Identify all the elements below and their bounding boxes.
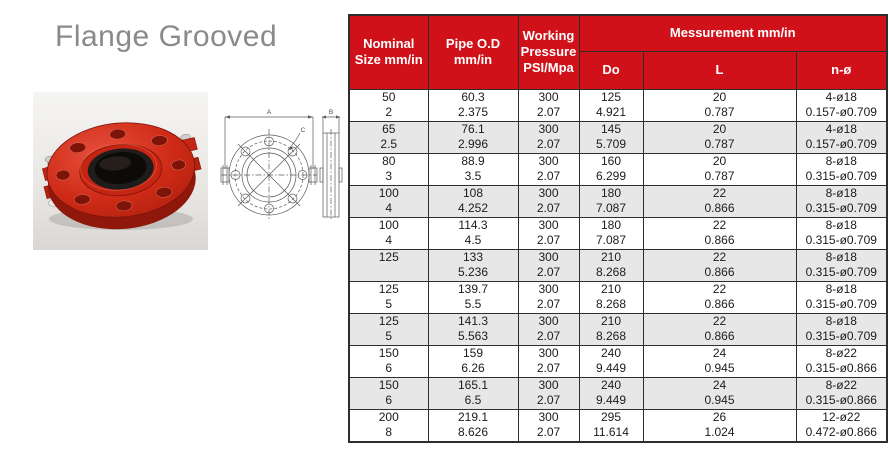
cell-do: 210 8.268 [579, 313, 643, 345]
cell-do: 295 11.614 [579, 409, 643, 442]
cell-do: 180 7.087 [579, 185, 643, 217]
cell-n: 8-ø18 0.315-ø0.709 [796, 217, 887, 249]
cell-pipe_od: 165.1 6.5 [428, 377, 518, 409]
cell-pressure: 300 2.07 [518, 217, 579, 249]
cell-n: 4-ø18 0.157-ø0.709 [796, 121, 887, 153]
table-row [349, 377, 887, 409]
cell-pressure: 300 2.07 [518, 409, 579, 442]
cell-do: 125 4.921 [579, 89, 643, 121]
table-row [349, 185, 887, 217]
cell-pressure: 300 2.07 [518, 313, 579, 345]
cell-pipe_od: 219.1 8.626 [428, 409, 518, 442]
cell-pipe_od: 88.9 3.5 [428, 153, 518, 185]
table-row [349, 281, 887, 313]
cell-pressure: 300 2.07 [518, 249, 579, 281]
spec-table [348, 14, 886, 443]
cell-n: 8-ø18 0.315-ø0.709 [796, 281, 887, 313]
col-header-nominal-line1: Nominal [363, 36, 415, 52]
cell-pressure: 300 2.07 [518, 121, 579, 153]
table-row [349, 121, 887, 153]
cell-do: 180 7.087 [579, 217, 643, 249]
cell-l: 26 1.024 [643, 409, 796, 442]
cell-do: 160 6.299 [579, 153, 643, 185]
cell-l: 22 0.866 [643, 313, 796, 345]
cell-do: 210 8.268 [579, 249, 643, 281]
table-row [349, 313, 887, 345]
cell-pipe_od: 139.7 5.5 [428, 281, 518, 313]
cell-pipe_od: 141.3 5.563 [428, 313, 518, 345]
dim-label-b: B [328, 109, 334, 116]
cell-nominal: 150 6 [349, 345, 428, 377]
cell-nominal: 200 8 [349, 409, 428, 442]
cell-l: 24 0.945 [643, 345, 796, 377]
cell-pipe_od: 108 4.252 [428, 185, 518, 217]
table-row [349, 345, 887, 377]
cell-nominal: 65 2.5 [349, 121, 428, 153]
col-header-pipe-od-line1: Pipe O.D [445, 36, 501, 52]
table-row [349, 409, 887, 442]
cell-n: 8-ø18 0.315-ø0.709 [796, 153, 887, 185]
cell-n: 8-ø22 0.315-ø0.866 [796, 377, 887, 409]
cell-do: 145 5.709 [579, 121, 643, 153]
cell-n: 8-ø18 0.315-ø0.709 [796, 313, 887, 345]
col-header-working-pressure [518, 15, 579, 89]
flange-product-image [33, 92, 208, 250]
cell-do: 210 8.268 [579, 281, 643, 313]
dim-label-a: A [266, 109, 272, 116]
col-header-n-diameter: n-ø [796, 51, 887, 89]
page-title: Flange Grooved [55, 20, 278, 53]
cell-do: 240 9.449 [579, 377, 643, 409]
cell-pressure: 300 2.07 [518, 281, 579, 313]
cell-pipe_od: 133 5.236 [428, 249, 518, 281]
flange-drawing-image [212, 103, 345, 231]
technical-drawing [212, 103, 345, 231]
cell-l: 22 0.866 [643, 185, 796, 217]
cell-pipe_od: 76.1 2.996 [428, 121, 518, 153]
cell-pressure: 300 2.07 [518, 89, 579, 121]
cell-l: 22 0.866 [643, 249, 796, 281]
cell-l: 22 0.866 [643, 281, 796, 313]
col-header-measurement: Messurement mm/in [579, 15, 887, 51]
cell-l: 24 0.945 [643, 377, 796, 409]
col-header-do: Do [579, 51, 643, 89]
col-header-pressure-line2: Pressure [520, 44, 577, 60]
cell-n: 4-ø18 0.157-ø0.709 [796, 89, 887, 121]
dim-label-c: C [300, 127, 306, 134]
cell-do: 240 9.449 [579, 345, 643, 377]
col-header-pressure-line1: Working [522, 28, 575, 44]
cell-nominal: 125 5 [349, 313, 428, 345]
cell-n: 12-ø22 0.472-ø0.866 [796, 409, 887, 442]
table-row [349, 217, 887, 249]
table-row [349, 89, 887, 121]
cell-nominal: 150 6 [349, 377, 428, 409]
product-photo [33, 92, 208, 250]
cell-pressure: 300 2.07 [518, 185, 579, 217]
cell-nominal: 80 3 [349, 153, 428, 185]
cell-pressure: 300 2.07 [518, 377, 579, 409]
cell-nominal: 100 4 [349, 217, 428, 249]
spec-table-body [349, 89, 887, 442]
cell-pipe_od: 60.3 2.375 [428, 89, 518, 121]
cell-nominal: 100 4 [349, 185, 428, 217]
cell-nominal: 50 2 [349, 89, 428, 121]
cell-n: 8-ø18 0.315-ø0.709 [796, 249, 887, 281]
cell-l: 20 0.787 [643, 89, 796, 121]
cell-l: 22 0.866 [643, 217, 796, 249]
table-row [349, 153, 887, 185]
cell-pipe_od: 159 6.26 [428, 345, 518, 377]
cell-pipe_od: 114.3 4.5 [428, 217, 518, 249]
cell-nominal: 125 5 [349, 281, 428, 313]
cell-pressure: 300 2.07 [518, 345, 579, 377]
cell-l: 20 0.787 [643, 121, 796, 153]
col-header-pipe-od [428, 15, 518, 89]
cell-n: 8-ø22 0.315-ø0.866 [796, 345, 887, 377]
table-row [349, 249, 887, 281]
col-header-l: L [643, 51, 796, 89]
col-header-pipe-od-line2: mm/in [453, 52, 493, 68]
cell-l: 20 0.787 [643, 153, 796, 185]
cell-nominal: 125 [349, 249, 428, 281]
cell-n: 8-ø18 0.315-ø0.709 [796, 185, 887, 217]
col-header-pressure-line3: PSI/Mpa [523, 60, 574, 76]
col-header-nominal-size [349, 15, 428, 89]
cell-pressure: 300 2.07 [518, 153, 579, 185]
col-header-nominal-line2: Size mm/in [354, 52, 423, 68]
